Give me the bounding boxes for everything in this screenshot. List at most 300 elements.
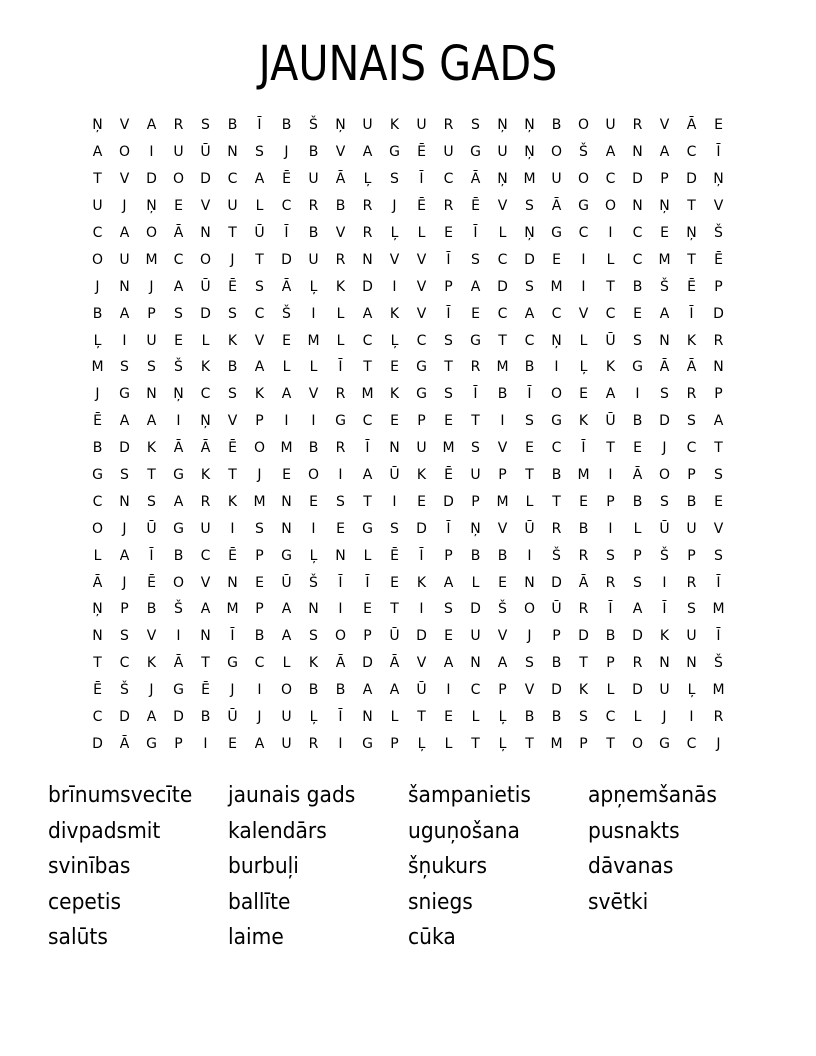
grid-letter: C <box>497 251 508 268</box>
grid-letter: E <box>714 493 723 510</box>
grid-letter: Ū <box>254 225 265 241</box>
grid-letter: B <box>308 682 319 699</box>
grid-letter: S <box>633 332 642 349</box>
grid-letter: I <box>284 413 289 430</box>
grid-letter: A <box>632 601 643 618</box>
grid-letter: P <box>552 628 561 645</box>
grid-letter: S <box>174 305 183 322</box>
grid-letter: J <box>230 682 235 699</box>
grid-letter: K <box>686 332 697 349</box>
grid-letter: E <box>444 628 453 645</box>
grid-letter: Ū <box>389 628 400 645</box>
grid-letter: E <box>174 332 183 349</box>
grid-letter: L <box>606 682 615 699</box>
grid-letter: A <box>281 386 292 403</box>
grid-letter: E <box>174 198 183 215</box>
grid-letter: T <box>606 735 615 752</box>
grid-letter: E <box>444 413 453 430</box>
grid-letter: Ī <box>581 440 586 457</box>
grid-letter: A <box>524 305 535 322</box>
grid-letter: Ļ <box>93 332 102 349</box>
grid-letter: Ī <box>419 547 424 564</box>
grid-letter: Ņ <box>497 171 508 188</box>
grid-letter: J <box>284 144 289 161</box>
grid-letter: Ņ <box>524 117 535 134</box>
grid-letter: B <box>524 359 535 376</box>
grid-letter: L <box>471 574 480 591</box>
grid-letter: A <box>362 467 373 484</box>
grid-letter: S <box>201 117 210 134</box>
grid-letter: D <box>119 709 130 726</box>
grid-letter: D <box>713 305 724 322</box>
grid-letter: L <box>282 359 291 376</box>
grid-letter: K <box>578 682 589 699</box>
grid-letter: S <box>525 278 534 295</box>
grid-letter: S <box>714 467 723 484</box>
grid-letter: G <box>281 547 292 564</box>
grid-letter: K <box>200 359 211 376</box>
grid-letter: Š <box>579 144 588 161</box>
grid-row <box>84 139 732 166</box>
grid-letter: I <box>311 520 316 537</box>
grid-letter: Ņ <box>92 601 103 618</box>
grid-letter: M <box>550 278 563 295</box>
grid-letter: C <box>416 332 427 349</box>
grid-letter: E <box>309 493 318 510</box>
grid-letter: G <box>578 198 589 215</box>
grid-letter: Ņ <box>335 117 346 134</box>
grid-letter: O <box>550 386 563 403</box>
grid-letter: N <box>686 655 697 672</box>
grid-letter: N <box>146 386 157 403</box>
word-list-item: jaunais gads <box>228 783 356 808</box>
grid-letter: T <box>498 332 507 349</box>
word-list-item: kalendārs <box>228 818 327 844</box>
grid-letter: G <box>173 467 184 484</box>
grid-letter: O <box>145 225 158 241</box>
grid-letter: Ā <box>200 440 211 457</box>
grid-letter: Ņ <box>92 117 103 134</box>
grid-letter: Ņ <box>173 386 184 403</box>
grid-letter: I <box>608 467 613 484</box>
grid-letter: S <box>687 413 696 430</box>
grid-letter: O <box>118 144 131 161</box>
grid-letter: I <box>608 520 613 537</box>
grid-letter: C <box>92 493 103 510</box>
grid-letter: J <box>230 251 235 268</box>
grid-letter: M <box>550 735 563 752</box>
grid-letter: M <box>496 493 509 510</box>
grid-letter: Ļ <box>498 709 507 726</box>
grid-letter: R <box>173 117 184 134</box>
grid-letter: J <box>257 467 262 484</box>
word-list-item: sniegs <box>408 889 473 915</box>
grid-letter: T <box>471 735 480 752</box>
grid-row <box>84 730 732 757</box>
grid-letter: Ū <box>659 520 670 537</box>
grid-letter: U <box>227 198 238 215</box>
grid-letter: Ē <box>390 547 399 564</box>
grid-letter: E <box>579 493 588 510</box>
grid-letter: Ē <box>714 251 723 268</box>
grid-letter: A <box>362 682 373 699</box>
grid-letter: D <box>281 251 292 268</box>
grid-letter: S <box>255 278 264 295</box>
grid-letter: A <box>119 305 130 322</box>
grid-letter: I <box>419 601 424 618</box>
grid-row <box>84 515 732 542</box>
grid-letter: Ļ <box>579 359 588 376</box>
grid-letter: Ē <box>687 278 696 295</box>
grid-letter: Ņ <box>713 171 724 188</box>
grid-letter: Ļ <box>309 278 318 295</box>
grid-letter: U <box>146 332 157 349</box>
grid-letter: V <box>713 198 724 215</box>
grid-letter: T <box>93 655 102 672</box>
grid-row <box>84 435 732 462</box>
grid-row <box>84 112 732 139</box>
grid-letter: Ņ <box>686 225 697 241</box>
word-list <box>48 780 788 958</box>
word-list-item: divpadsmit <box>48 818 161 844</box>
grid-letter: U <box>119 251 130 268</box>
grid-letter: Ī <box>527 386 532 403</box>
grid-letter: Ī <box>473 225 478 241</box>
grid-letter: M <box>496 359 509 376</box>
grid-letter: A <box>173 493 184 510</box>
grid-letter: T <box>228 467 237 484</box>
grid-letter: Š <box>714 225 723 241</box>
grid-row <box>84 623 732 650</box>
grid-letter: Ē <box>93 413 102 430</box>
grid-letter: I <box>311 305 316 322</box>
grid-letter: S <box>687 601 696 618</box>
grid-letter: Ī <box>446 305 451 322</box>
grid-letter: C <box>686 144 697 161</box>
grid-letter: U <box>605 117 616 134</box>
grid-letter: S <box>120 628 129 645</box>
grid-letter: D <box>92 735 103 752</box>
grid-letter: G <box>173 682 184 699</box>
grid-letter: J <box>257 709 262 726</box>
grid-letter: Ņ <box>200 413 211 430</box>
grid-letter: T <box>444 359 453 376</box>
grid-letter: C <box>254 305 265 322</box>
grid-row <box>84 327 732 354</box>
grid-letter: R <box>713 709 724 726</box>
grid-letter: K <box>227 332 238 349</box>
grid-letter: N <box>200 225 211 241</box>
grid-letter: Ū <box>200 278 211 295</box>
grid-letter: L <box>390 709 399 726</box>
grid-letter: V <box>335 225 346 241</box>
grid-letter: N <box>200 628 211 645</box>
grid-letter: Ā <box>659 359 670 376</box>
grid-letter: S <box>147 493 156 510</box>
grid-letter: P <box>687 467 696 484</box>
grid-letter: S <box>444 332 453 349</box>
grid-letter: A <box>146 709 157 726</box>
grid-letter: K <box>416 467 427 484</box>
grid-row <box>84 488 732 515</box>
grid-letter: U <box>416 440 427 457</box>
grid-row <box>84 381 732 408</box>
grid-letter: Ū <box>605 413 616 430</box>
grid-letter: L <box>525 493 534 510</box>
grid-letter: N <box>659 332 670 349</box>
grid-letter: T <box>390 601 399 618</box>
grid-letter: C <box>119 655 130 672</box>
grid-letter: D <box>524 251 535 268</box>
grid-letter: Ņ <box>551 332 562 349</box>
grid-letter: G <box>389 144 400 161</box>
grid-letter: Ā <box>686 117 697 134</box>
grid-letter: N <box>362 251 373 268</box>
grid-letter: O <box>604 198 617 215</box>
grid-letter: Ā <box>389 655 400 672</box>
grid-letter: O <box>307 467 320 484</box>
grid-letter: Ē <box>147 574 156 591</box>
grid-letter: B <box>551 467 562 484</box>
grid-letter: S <box>444 601 453 618</box>
grid-letter: L <box>336 332 345 349</box>
grid-letter: S <box>255 520 264 537</box>
grid-letter: J <box>95 278 100 295</box>
grid-letter: Ē <box>282 171 291 188</box>
grid-letter: O <box>658 467 671 484</box>
grid-letter: L <box>633 709 642 726</box>
word-list-item: apņemšanās <box>588 783 717 808</box>
grid-letter: Ī <box>608 601 613 618</box>
grid-letter: E <box>444 709 453 726</box>
grid-letter: M <box>280 440 293 457</box>
grid-letter: S <box>120 359 129 376</box>
grid-letter: M <box>712 682 725 699</box>
word-list-item: ballīte <box>228 889 291 915</box>
grid-letter: K <box>200 467 211 484</box>
grid-letter: Ā <box>551 198 562 215</box>
grid-letter: V <box>146 628 157 645</box>
grid-letter: C <box>200 547 211 564</box>
grid-letter: S <box>606 547 615 564</box>
grid-letter: E <box>714 117 723 134</box>
grid-letter: T <box>471 413 480 430</box>
grid-letter: Ņ <box>524 144 535 161</box>
grid-letter: N <box>281 493 292 510</box>
grid-letter: P <box>363 628 372 645</box>
grid-letter: S <box>309 628 318 645</box>
grid-letter: D <box>497 278 508 295</box>
grid-letter: R <box>200 493 211 510</box>
grid-letter: L <box>201 332 210 349</box>
grid-letter: V <box>497 198 508 215</box>
grid-letter: K <box>389 386 400 403</box>
grid-letter: N <box>389 440 400 457</box>
grid-letter: V <box>713 520 724 537</box>
grid-letter: D <box>362 278 373 295</box>
grid-letter: Ī <box>338 574 343 591</box>
grid-letter: I <box>176 628 181 645</box>
grid-letter: Ī <box>446 251 451 268</box>
grid-letter: S <box>525 655 534 672</box>
grid-letter: E <box>363 601 372 618</box>
grid-letter: P <box>120 601 129 618</box>
grid-letter: C <box>173 251 184 268</box>
grid-letter: E <box>660 225 669 241</box>
grid-letter: L <box>633 520 642 537</box>
grid-letter: N <box>632 144 643 161</box>
grid-letter: Š <box>660 547 669 564</box>
grid-letter: Ā <box>92 574 103 591</box>
grid-letter: J <box>392 198 397 215</box>
grid-letter: Ā <box>335 171 346 188</box>
grid-letter: C <box>686 440 697 457</box>
grid-row <box>84 704 732 731</box>
grid-letter: A <box>659 144 670 161</box>
grid-letter: M <box>253 493 266 510</box>
grid-letter: B <box>632 493 643 510</box>
grid-letter: A <box>389 682 400 699</box>
grid-letter: V <box>119 117 130 134</box>
grid-letter: O <box>577 117 590 134</box>
grid-letter: G <box>92 467 103 484</box>
grid-letter: N <box>281 520 292 537</box>
grid-letter: T <box>606 440 615 457</box>
grid-letter: A <box>119 225 130 241</box>
grid-letter: Ī <box>446 520 451 537</box>
grid-letter: I <box>608 225 613 241</box>
grid-letter: P <box>714 278 723 295</box>
grid-letter: D <box>659 413 670 430</box>
grid-letter: B <box>524 709 535 726</box>
grid-letter: E <box>633 305 642 322</box>
grid-letter: V <box>416 251 427 268</box>
grid-letter: I <box>122 332 127 349</box>
grid-letter: L <box>309 359 318 376</box>
grid-letter: Š <box>120 682 129 699</box>
grid-letter: S <box>444 386 453 403</box>
grid-letter: E <box>282 332 291 349</box>
grid-letter: R <box>578 601 589 618</box>
grid-letter: C <box>362 332 373 349</box>
grid-letter: K <box>389 305 400 322</box>
grid-letter: N <box>119 278 130 295</box>
grid-letter: S <box>471 251 480 268</box>
grid-row <box>84 220 732 247</box>
grid-letter: D <box>200 171 211 188</box>
grid-letter: B <box>470 547 481 564</box>
grid-letter: T <box>606 278 615 295</box>
grid-letter: D <box>119 440 130 457</box>
grid-letter: J <box>95 386 100 403</box>
grid-letter: B <box>92 305 103 322</box>
grid-letter: R <box>362 225 373 241</box>
grid-letter: N <box>308 601 319 618</box>
word-list-item: svinības <box>48 854 131 880</box>
grid-letter: B <box>335 682 346 699</box>
grid-letter: N <box>227 144 238 161</box>
grid-letter: R <box>443 117 454 134</box>
grid-letter: B <box>308 440 319 457</box>
grid-letter: P <box>714 386 723 403</box>
grid-letter: S <box>525 413 534 430</box>
grid-letter: Š <box>309 574 318 591</box>
grid-letter: D <box>632 682 643 699</box>
grid-letter: O <box>172 574 185 591</box>
grid-letter: L <box>444 735 453 752</box>
grid-letter: K <box>578 413 589 430</box>
grid-letter: Ņ <box>497 117 508 134</box>
grid-letter: Ļ <box>390 332 399 349</box>
grid-letter: E <box>390 413 399 430</box>
grid-letter: B <box>335 198 346 215</box>
grid-letter: Ē <box>444 467 453 484</box>
grid-letter: V <box>524 682 535 699</box>
grid-letter: O <box>550 144 563 161</box>
grid-letter: N <box>713 359 724 376</box>
grid-letter: V <box>254 332 265 349</box>
grid-letter: Ā <box>281 278 292 295</box>
grid-letter: B <box>227 117 238 134</box>
grid-letter: M <box>226 601 239 618</box>
grid-letter: Ē <box>228 547 237 564</box>
grid-letter: N <box>362 709 373 726</box>
grid-letter: R <box>632 655 643 672</box>
grid-letter: S <box>525 198 534 215</box>
grid-letter: B <box>497 547 508 564</box>
grid-letter: S <box>471 117 480 134</box>
grid-letter: U <box>308 171 319 188</box>
grid-letter: D <box>470 601 481 618</box>
grid-letter: T <box>93 171 102 188</box>
grid-letter: V <box>659 117 670 134</box>
grid-letter: T <box>417 709 426 726</box>
grid-letter: A <box>659 305 670 322</box>
grid-letter: B <box>92 440 103 457</box>
grid-letter: G <box>551 413 562 430</box>
grid-letter: Ū <box>605 332 616 349</box>
grid-letter: Ā <box>119 735 130 752</box>
grid-letter: O <box>172 171 185 188</box>
grid-letter: J <box>149 682 154 699</box>
grid-letter: U <box>281 735 292 752</box>
grid-letter: S <box>255 144 264 161</box>
grid-letter: B <box>632 278 643 295</box>
grid-letter: E <box>228 735 237 752</box>
grid-letter: G <box>335 413 346 430</box>
grid-letter: K <box>146 655 157 672</box>
grid-letter: T <box>363 493 372 510</box>
grid-letter: T <box>687 198 696 215</box>
grid-letter: S <box>147 359 156 376</box>
grid-letter: C <box>686 735 697 752</box>
grid-letter: S <box>390 171 399 188</box>
grid-row <box>84 246 732 273</box>
grid-letter: C <box>605 305 616 322</box>
grid-letter: Ī <box>365 574 370 591</box>
grid-letter: U <box>551 171 562 188</box>
grid-letter: O <box>523 601 536 618</box>
grid-letter: J <box>149 278 154 295</box>
grid-row <box>84 542 732 569</box>
grid-letter: B <box>551 709 562 726</box>
grid-letter: M <box>145 251 158 268</box>
grid-letter: Ē <box>228 440 237 457</box>
grid-letter: G <box>416 386 427 403</box>
grid-letter: B <box>605 628 616 645</box>
grid-letter: T <box>363 359 372 376</box>
grid-letter: V <box>389 251 400 268</box>
